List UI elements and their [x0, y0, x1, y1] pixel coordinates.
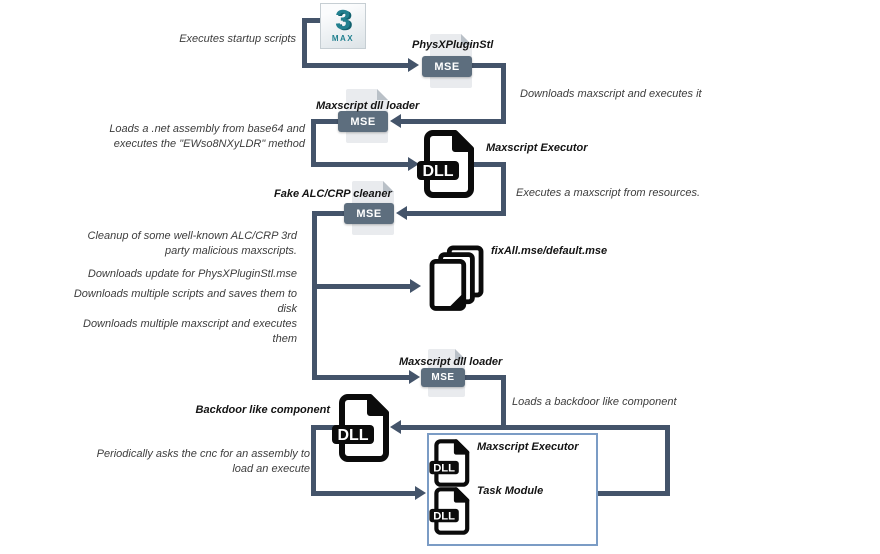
connector-line [501, 63, 506, 122]
connector-line [302, 18, 307, 68]
arrowhead-right-icon [408, 58, 419, 72]
arrowhead-left-icon [390, 420, 401, 434]
label-task-module: Task Module [477, 485, 544, 497]
connector-line [311, 491, 415, 496]
connector-line [401, 425, 670, 430]
arrowhead-left-icon [396, 206, 407, 220]
annotation-executes-from-resources: Executes a maxscript from resources. [516, 187, 701, 199]
dll-file-icon-taskmodule [428, 487, 470, 535]
arrowhead-left-icon [390, 114, 401, 128]
connector-line [311, 425, 316, 496]
annotation-downloads-multiple-maxscript: Downloads multiple maxscript and executes them [83, 318, 297, 345]
folded-corner-icon [377, 89, 388, 100]
mse-badge: MSE [422, 56, 472, 77]
label-fixall-mse: fixAll.mse/default.mse [491, 245, 608, 257]
connector-line [501, 162, 506, 216]
connector-line [501, 375, 506, 430]
connector-line [407, 211, 506, 216]
3dsmax-caption: MAX [331, 34, 355, 43]
annotation-periodically-asks-cnc: Periodically asks the cnc for an assembly to load an execute [96, 448, 310, 475]
annotation-downloads-update: Downloads update for PhysXPluginStl.mse [87, 268, 297, 280]
connector-line [312, 375, 409, 380]
mse-badge: MSE [421, 368, 465, 387]
label-maxscript-dll-loader-1: Maxscript dll loader [316, 100, 420, 112]
arrowhead-right-icon [410, 279, 421, 293]
dll-file-icon-backdoor [330, 394, 390, 462]
3dsmax-app-icon [320, 3, 366, 49]
connector-line [312, 284, 410, 289]
dll-file-icon-executor2 [428, 439, 470, 487]
label-maxscript-executor-2: Maxscript Executor [477, 441, 579, 453]
label-physxpluginstl: PhysXPluginStl [412, 39, 494, 51]
mse-badge: MSE [338, 111, 388, 132]
arrowhead-right-icon [409, 370, 420, 384]
label-backdoor-component: Backdoor like component [195, 404, 330, 416]
label-maxscript-dll-loader-2: Maxscript dll loader [399, 356, 503, 368]
dll-file-icon-executor [415, 130, 475, 198]
connector-line [401, 119, 506, 124]
dll-badge-label: DLL [433, 510, 455, 523]
3dsmax-digit: 3 [335, 4, 351, 35]
connector-line [311, 119, 316, 167]
annotation-downloads-maxscript: Downloads maxscript and executes it [520, 88, 702, 100]
connector-line [312, 211, 317, 380]
connector-line [311, 162, 408, 167]
connector-line [302, 63, 408, 68]
dll-badge-label: DLL [337, 427, 369, 444]
label-maxscript-executor-1: Maxscript Executor [486, 142, 588, 154]
dll-badge-label: DLL [433, 462, 455, 475]
annotation-downloads-scripts: Downloads multiple scripts and saves them to disk [73, 288, 297, 315]
connector-line [463, 375, 506, 380]
annotation-cleanup: Cleanup of some well-known ALC/CRP 3rd party malicious maxscripts. [87, 230, 297, 257]
label-fake-alc-crp-cleaner: Fake ALC/CRP cleaner [274, 188, 392, 200]
dll-badge-label: DLL [422, 163, 454, 180]
annotation-executes-startup-scripts: Executes startup scripts [179, 33, 296, 45]
connector-line [598, 491, 670, 496]
arrowhead-right-icon [415, 486, 426, 500]
annotation-loads-net-assembly: Loads a .net assembly from base64 and executes the "EWso8NXyLDR" method [109, 123, 305, 150]
annotation-loads-backdoor: Loads a backdoor like component [512, 396, 677, 408]
connector-line [665, 425, 670, 496]
mse-file-icon-loader1 [338, 89, 388, 143]
stacked-files-icon [427, 245, 487, 320]
mse-badge: MSE [344, 203, 394, 224]
